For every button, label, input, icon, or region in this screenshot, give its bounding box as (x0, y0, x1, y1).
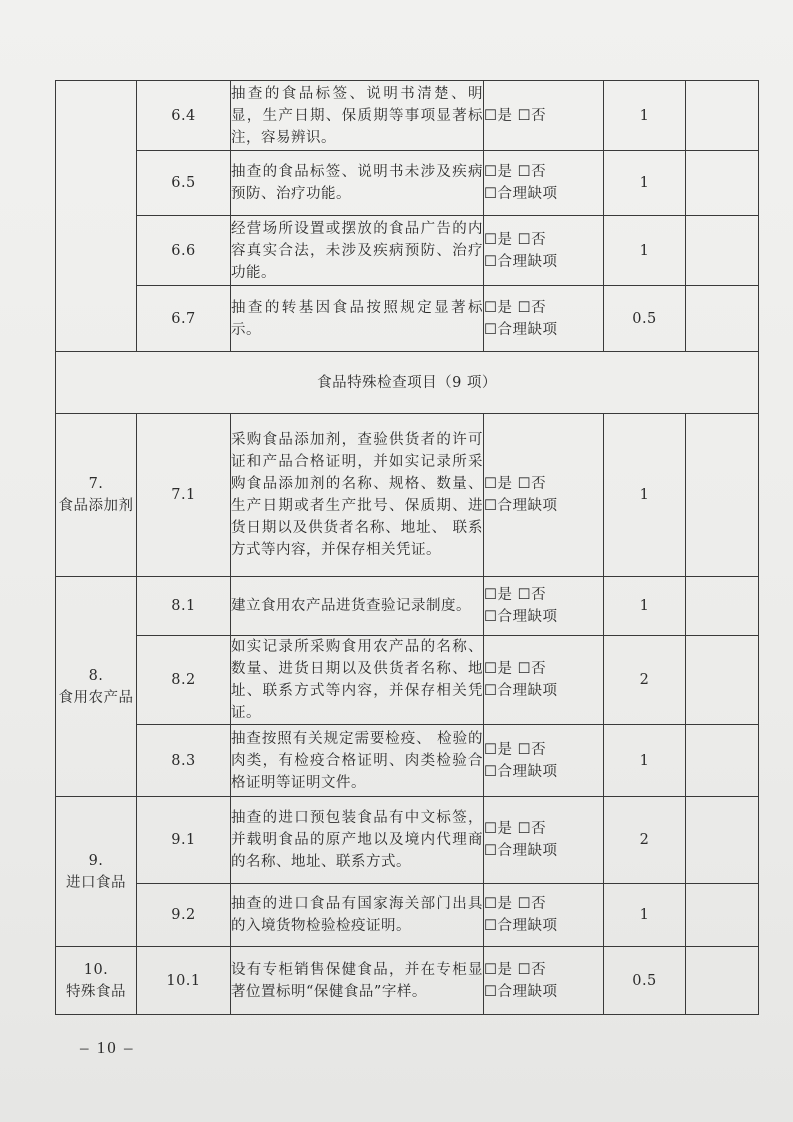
table-row (56, 797, 759, 884)
item-content: 抽查的食品标签、说明书清楚、明显，生产日期、保质期等事项显著标注，容易辨识。 (231, 81, 484, 151)
remark-cell (686, 286, 759, 352)
item-content: 经营场所设置或摆放的食品广告的内容真实合法，未涉及疾病预防、治疗功能。 (231, 216, 484, 286)
item-content: 建立食用农产品进货查验记录制度。 (231, 577, 484, 636)
item-score: 1 (604, 151, 686, 216)
check-options[interactable] (484, 81, 604, 151)
item-content: 抽查按照有关规定需要检疫、 检验的肉类，有检疫合格证明、肉类检验合格证明等证明文件。 (231, 725, 484, 797)
category-number: 10. (83, 961, 109, 978)
yes-no-checkbox[interactable]: ☐是 ☐否 (484, 107, 547, 124)
reasonable-missing-checkbox[interactable]: ☐合理缺项 (484, 843, 558, 859)
table-row (56, 725, 759, 797)
item-content: 采购食品添加剂，查验供货者的许可证和产品合格证明，并如实记录所采购食品添加剂的名称、规格、数量、生产日期或者生产批号、保质期、进货日期以及供货者名称、地址、 联系方式等内容，并保存相关凭证。 (231, 414, 484, 577)
remark-cell (686, 216, 759, 286)
check-options[interactable] (484, 947, 604, 1015)
check-options[interactable] (484, 216, 604, 286)
item-number: 9.2 (137, 884, 231, 947)
category-name: 食用农产品 (58, 689, 134, 706)
item-content: 抽查的食品标签、说明书未涉及疾病预防、治疗功能。 (231, 151, 484, 216)
item-number: 9.1 (137, 797, 231, 884)
item-score: 1 (604, 216, 686, 286)
remark-cell (686, 151, 759, 216)
table-row (56, 81, 759, 151)
reasonable-missing-checkbox[interactable]: ☐合理缺项 (484, 983, 558, 1000)
yes-no-checkbox[interactable]: ☐是 ☐否 (484, 741, 547, 758)
page-number: – 10 – (80, 1038, 135, 1057)
item-score: 1 (604, 725, 686, 797)
inspection-table (55, 80, 759, 1015)
reasonable-missing-checkbox[interactable]: ☐合理缺项 (484, 763, 558, 780)
item-number: 8.3 (137, 725, 231, 797)
category-name: 进口食品 (66, 874, 126, 891)
category-number: 9. (88, 852, 104, 869)
yes-no-checkbox[interactable]: ☐是 ☐否 (484, 164, 547, 180)
table-row (56, 414, 759, 577)
item-score: 1 (604, 577, 686, 636)
item-score: 2 (604, 636, 686, 725)
check-options[interactable] (484, 577, 604, 636)
yes-no-checkbox[interactable]: ☐是 ☐否 (484, 299, 547, 316)
item-content: 抽查的转基因食品按照规定显著标示。 (231, 286, 484, 352)
yes-no-checkbox[interactable]: ☐是 ☐否 (484, 476, 547, 492)
item-content: 抽查的进口预包装食品有中文标签，并载明食品的原产地以及境内代理商的名称、地址、联系方式。 (231, 797, 484, 884)
yes-no-checkbox[interactable]: ☐是 ☐否 (484, 587, 547, 603)
item-number: 8.1 (137, 577, 231, 636)
remark-cell (686, 797, 759, 884)
item-number: 8.2 (137, 636, 231, 725)
item-content: 抽查的进口食品有国家海关部门出具的入境货物检验检疫证明。 (231, 884, 484, 947)
item-number: 6.4 (137, 81, 231, 151)
remark-cell (686, 947, 759, 1015)
category-cell-6 (56, 81, 137, 352)
reasonable-missing-checkbox[interactable]: ☐合理缺项 (484, 321, 558, 338)
table-row (56, 216, 759, 286)
check-options[interactable] (484, 636, 604, 725)
table-row (56, 286, 759, 352)
reasonable-missing-checkbox[interactable]: ☐合理缺项 (484, 186, 558, 202)
reasonable-missing-checkbox[interactable]: ☐合理缺项 (484, 683, 558, 699)
check-options[interactable] (484, 286, 604, 352)
table-row (56, 151, 759, 216)
item-number: 6.7 (137, 286, 231, 352)
category-cell (56, 797, 137, 947)
table-row (56, 577, 759, 636)
table-row (56, 884, 759, 947)
item-number: 7.1 (137, 414, 231, 577)
category-number: 8. (88, 667, 104, 684)
yes-no-checkbox[interactable]: ☐是 ☐否 (484, 231, 547, 248)
remark-cell (686, 725, 759, 797)
reasonable-missing-checkbox[interactable]: ☐合理缺项 (484, 253, 558, 270)
remark-cell (686, 884, 759, 947)
reasonable-missing-checkbox[interactable]: ☐合理缺项 (484, 498, 558, 514)
category-cell (56, 577, 137, 797)
item-score: 0.5 (604, 947, 686, 1015)
remark-cell (686, 81, 759, 151)
item-score: 1 (604, 81, 686, 151)
section-header-row (56, 352, 759, 414)
remark-cell (686, 414, 759, 577)
table-row (56, 947, 759, 1015)
item-score: 1 (604, 884, 686, 947)
remark-cell (686, 577, 759, 636)
reasonable-missing-checkbox[interactable]: ☐合理缺项 (484, 918, 558, 934)
check-options[interactable] (484, 884, 604, 947)
category-number: 7. (88, 476, 104, 492)
check-options[interactable] (484, 414, 604, 577)
item-score: 0.5 (604, 286, 686, 352)
category-name: 食品添加剂 (58, 498, 134, 514)
check-options[interactable] (484, 797, 604, 884)
item-number: 10.1 (137, 947, 231, 1015)
item-number: 6.5 (137, 151, 231, 216)
yes-no-checkbox[interactable]: ☐是 ☐否 (484, 661, 547, 677)
category-cell (56, 414, 137, 577)
category-name: 特殊食品 (66, 983, 126, 1000)
item-score: 1 (604, 414, 686, 577)
yes-no-checkbox[interactable]: ☐是 ☐否 (484, 821, 547, 837)
item-number: 6.6 (137, 216, 231, 286)
item-content: 如实记录所采购食用农产品的名称、数量、进货日期以及供货者名称、地址、联系方式等内容，并保存相关凭证。 (231, 636, 484, 725)
item-score: 2 (604, 797, 686, 884)
check-options[interactable] (484, 151, 604, 216)
table-row (56, 636, 759, 725)
reasonable-missing-checkbox[interactable]: ☐合理缺项 (484, 609, 558, 625)
yes-no-checkbox[interactable]: ☐是 ☐否 (484, 896, 547, 912)
section-header: 食品特殊检查项目（9 项） (56, 352, 759, 414)
item-content: 设有专柜销售保健食品，并在专柜显著位置标明“保健食品”字样。 (231, 947, 484, 1015)
category-cell (56, 947, 137, 1015)
yes-no-checkbox[interactable]: ☐是 ☐否 (484, 961, 547, 978)
remark-cell (686, 636, 759, 725)
check-options[interactable] (484, 725, 604, 797)
